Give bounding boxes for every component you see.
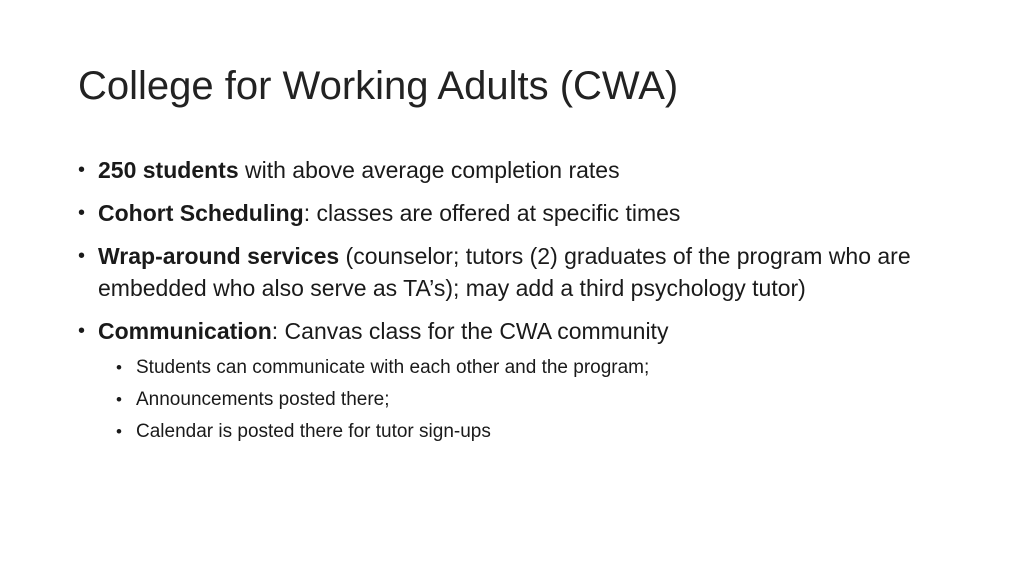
- bullet-item: [78, 240, 958, 304]
- sub-bullet-dot-icon: •: [116, 422, 122, 441]
- bullet-item: [78, 197, 958, 229]
- bullet-text: with above average completion rates: [238, 157, 620, 183]
- bullet-list: [78, 154, 958, 450]
- sub-bullet-text: Announcements posted there;: [136, 389, 390, 410]
- bullet-dot-icon: •: [78, 202, 86, 224]
- bullet-lead: Cohort Scheduling: [98, 200, 304, 226]
- bullet-text: (counselor; tutors (2) graduates of the program who are embedded who also serve as TA’s); may add a third psychology tutor): [98, 243, 911, 301]
- bullet-text: Canvas class for the CWA community: [278, 318, 669, 344]
- sub-bullet-item: [78, 354, 958, 381]
- sub-bullet-item: [78, 418, 958, 445]
- bullet-dot-icon: •: [78, 245, 86, 267]
- bullet-item: [78, 154, 958, 186]
- bullet-item: [78, 315, 958, 347]
- bullet-lead: 250 students: [98, 157, 239, 183]
- sub-bullet-text: Students can communicate with each other and the program;: [136, 357, 650, 378]
- sub-bullet-dot-icon: •: [116, 390, 122, 409]
- bullet-dot-icon: •: [78, 159, 86, 181]
- sub-bullet-list: [78, 354, 958, 445]
- bullet-text: classes are offered at specific times: [310, 200, 681, 226]
- bullet-separator: :: [303, 200, 311, 226]
- sub-bullet-dot-icon: •: [116, 358, 122, 377]
- bullet-dot-icon: •: [78, 320, 86, 342]
- sub-bullet-text: Calendar is posted there for tutor sign-ups: [136, 421, 491, 442]
- bullet-lead: Communication: [98, 318, 272, 344]
- bullet-separator: :: [271, 318, 279, 344]
- sub-bullet-item: [78, 386, 958, 413]
- bullet-lead: Wrap-around services: [98, 243, 340, 269]
- slide-title: College for Working Adults (CWA): [78, 64, 679, 108]
